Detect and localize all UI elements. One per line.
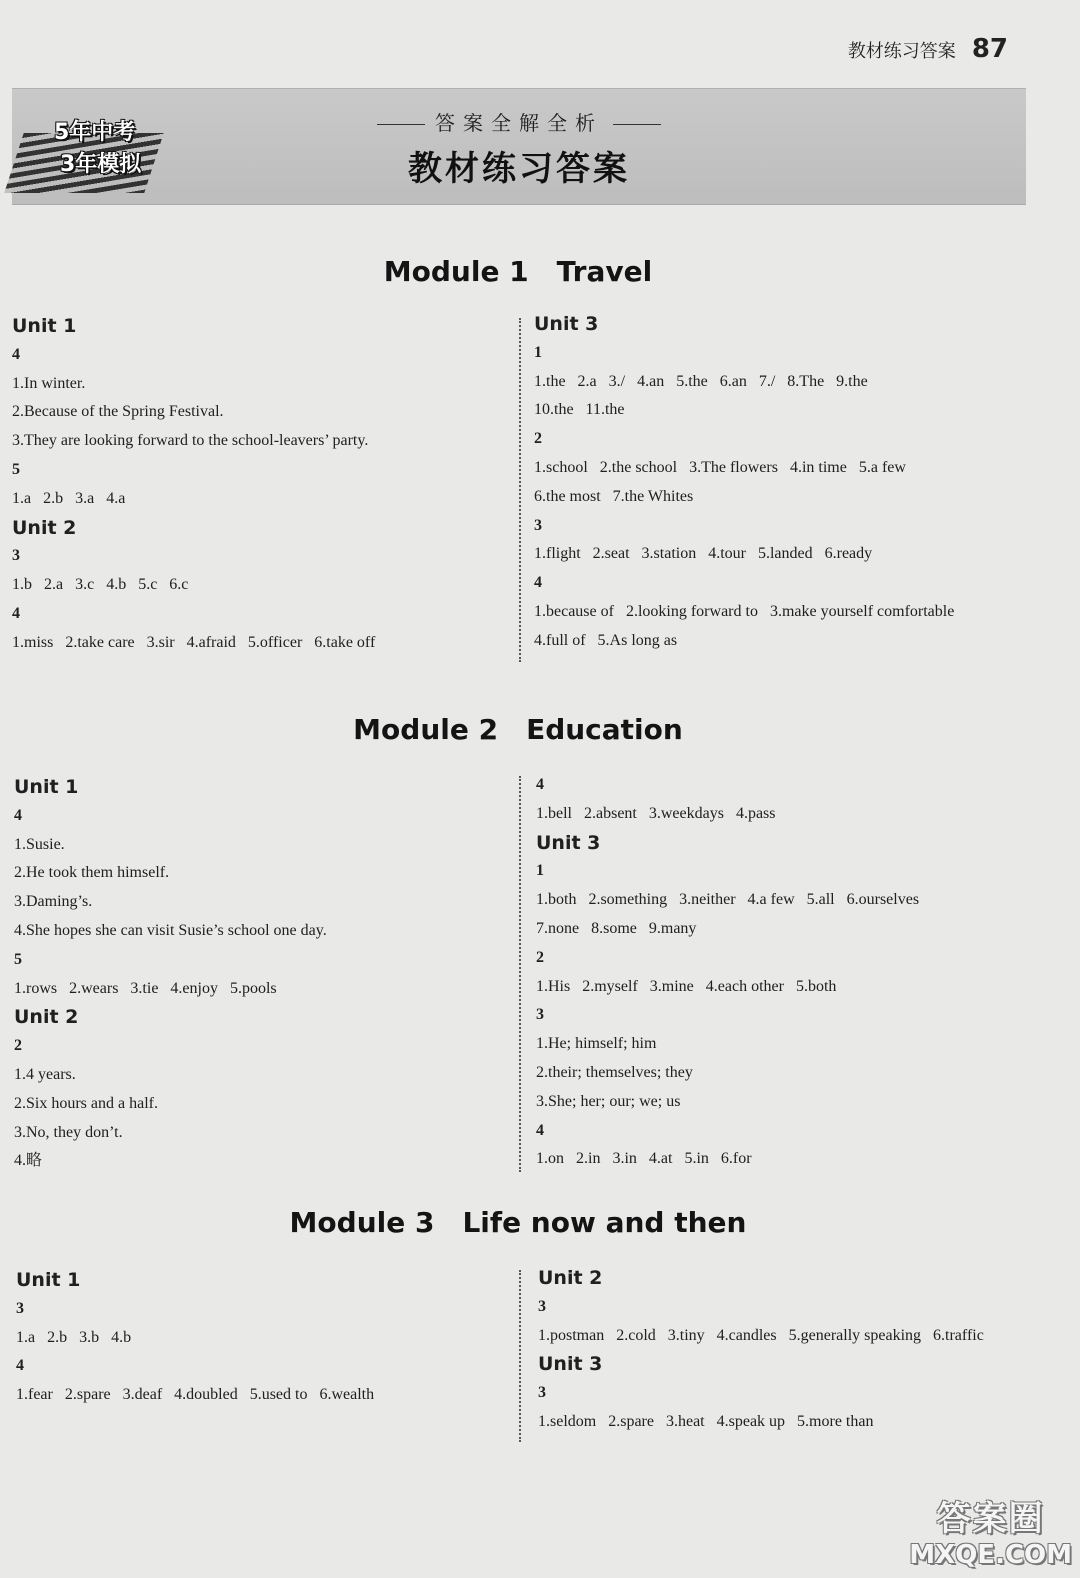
answer-line: 10.the 11.the: [534, 401, 625, 419]
unit-heading: Unit 1: [14, 776, 79, 798]
module-title: Module 1 Travel: [383, 255, 653, 288]
module-title: Module 3 Life now and then: [289, 1206, 747, 1239]
banner-subtitle-text: 答案全解全析: [435, 111, 603, 135]
answer-line: 2.Six hours and a half.: [14, 1094, 158, 1112]
module-title: Module 2 Education: [353, 713, 683, 746]
exercise-number: 4: [16, 1357, 24, 1375]
unit-heading: Unit 1: [16, 1269, 81, 1291]
exercise-number: 2: [534, 430, 542, 448]
exercise-number: 4: [12, 604, 20, 622]
exercise-number: 4: [12, 345, 20, 363]
answer-line: 1.both 2.something 3.neither 4.a few 5.all 6.ourselves: [536, 891, 920, 909]
answer-line: 1.on 2.in 3.in 4.at 5.in 6.for: [536, 1150, 752, 1168]
answer-line: 4.She hopes she can visit Susie’s school one day.: [14, 921, 327, 939]
page-number: 87: [971, 34, 1008, 64]
answer-line: 1.His 2.myself 3.mine 4.each other 5.both: [536, 977, 837, 995]
answer-line: 1.He; himself; him: [536, 1035, 657, 1053]
exercise-number: 3: [534, 516, 542, 534]
exercise-number: 5: [12, 460, 20, 478]
unit-heading: Unit 2: [538, 1267, 603, 1289]
exercise-number: 3: [536, 1006, 544, 1024]
column-divider: [519, 776, 521, 1172]
answer-line: 7.none 8.some 9.many: [536, 919, 697, 937]
exercise-number: 3: [12, 547, 20, 565]
answer-line: 1.postman 2.cold 3.tiny 4.candles 5.generally speaking 6.traffic: [538, 1326, 984, 1344]
exercise-number: 4: [536, 776, 544, 793]
exercise-number: 3: [16, 1299, 24, 1317]
answer-line: 1.4 years.: [14, 1065, 76, 1083]
answer-line: 4.略: [14, 1152, 43, 1170]
unit-heading: Unit 3: [536, 831, 601, 854]
banner-subtitle: [12, 107, 1026, 136]
answer-line: 3.She; her; our; we; us: [536, 1092, 681, 1110]
unit-heading: Unit 3: [534, 313, 599, 335]
exercise-number: 5: [14, 950, 22, 968]
answer-line: 1.a 2.b 3.b 4.b: [16, 1328, 132, 1346]
answer-line: 4.full of 5.As long as: [534, 631, 678, 649]
answer-line: 1.In winter.: [12, 374, 86, 392]
header-title: 教材练习答案: [847, 41, 956, 62]
unit-heading: Unit 2: [12, 516, 77, 539]
banner-dash-left: [377, 124, 425, 125]
exercise-number: 4: [534, 574, 542, 592]
answer-line: 3.They are looking forward to the school-leavers’ party.: [12, 432, 369, 450]
watermark-text: 答案圈: [936, 1499, 1045, 1539]
answer-line: 1.bell 2.absent 3.weekdays 4.pass: [536, 804, 776, 822]
page-header: [848, 34, 1008, 64]
exercise-number: 4: [536, 1121, 544, 1139]
site-watermark: [909, 1491, 1072, 1570]
unit-heading: Unit 3: [538, 1353, 603, 1376]
answer-line: 1.a 2.b 3.a 4.a: [12, 489, 126, 507]
answer-column-left: [12, 312, 507, 658]
answer-line: 3.No, they don’t.: [14, 1123, 123, 1141]
answer-line: 1.rows 2.wears 3.tie 4.enjoy 5.pools: [14, 979, 277, 997]
unit-heading: Unit 2: [14, 1006, 79, 1029]
answer-line: 6.the most 7.the Whites: [534, 487, 694, 505]
unit-heading: Unit 1: [12, 315, 77, 337]
answer-line: 1.seldom 2.spare 3.heat 4.speak up 5.more than: [538, 1412, 874, 1430]
answer-column-right: [534, 310, 1024, 656]
answer-line: 1.b 2.a 3.c 4.b 5.c 6.c: [12, 576, 189, 594]
answer-column-right: [538, 1264, 1028, 1437]
answer-line: 1.because of 2.looking forward to 3.make yourself comfortable: [534, 602, 955, 620]
answer-column-left: [16, 1266, 511, 1410]
answer-line: 1.the 2.a 3./ 4.an 5.the 6.an 7./ 8.The 9.the: [534, 372, 868, 390]
answer-column-left: [14, 773, 509, 1176]
column-divider: [519, 318, 521, 662]
answer-line: 3.Daming’s.: [14, 893, 93, 911]
column-divider: [519, 1270, 521, 1442]
answer-line: 2.their; themselves; they: [536, 1063, 693, 1081]
answer-line: 2.He took them himself.: [14, 864, 170, 882]
banner: [12, 88, 1026, 205]
answer-column-right: [536, 771, 1026, 1174]
answer-line: 2.Because of the Spring Festival.: [12, 403, 224, 421]
banner-dash-right: [613, 124, 661, 125]
exercise-number: 3: [538, 1297, 546, 1315]
answer-line: 1.school 2.the school 3.The flowers 4.in time 5.a few: [534, 458, 906, 476]
banner-title: 教材练习答案: [408, 149, 630, 189]
exercise-number: 1: [536, 862, 544, 880]
answer-line: 1.fear 2.spare 3.deaf 4.doubled 5.used to 6.wealth: [16, 1386, 375, 1404]
logo-line-2: 3年模拟: [60, 152, 142, 177]
answer-line: 1.flight 2.seat 3.station 4.tour 5.landed 6.ready: [534, 545, 873, 563]
exercise-number: 3: [538, 1384, 546, 1402]
exercise-number: 4: [14, 806, 22, 824]
logo-line-1: 5年中考: [54, 120, 136, 145]
exercise-number: 1: [534, 343, 542, 361]
exercise-number: 2: [14, 1037, 22, 1055]
answer-line: 1.Susie.: [14, 835, 65, 853]
watermark-url: MXQE.COM: [909, 1540, 1072, 1570]
answer-line: 1.miss 2.take care 3.sir 4.afraid 5.officer 6.take off: [12, 633, 376, 651]
exercise-number: 2: [536, 948, 544, 966]
